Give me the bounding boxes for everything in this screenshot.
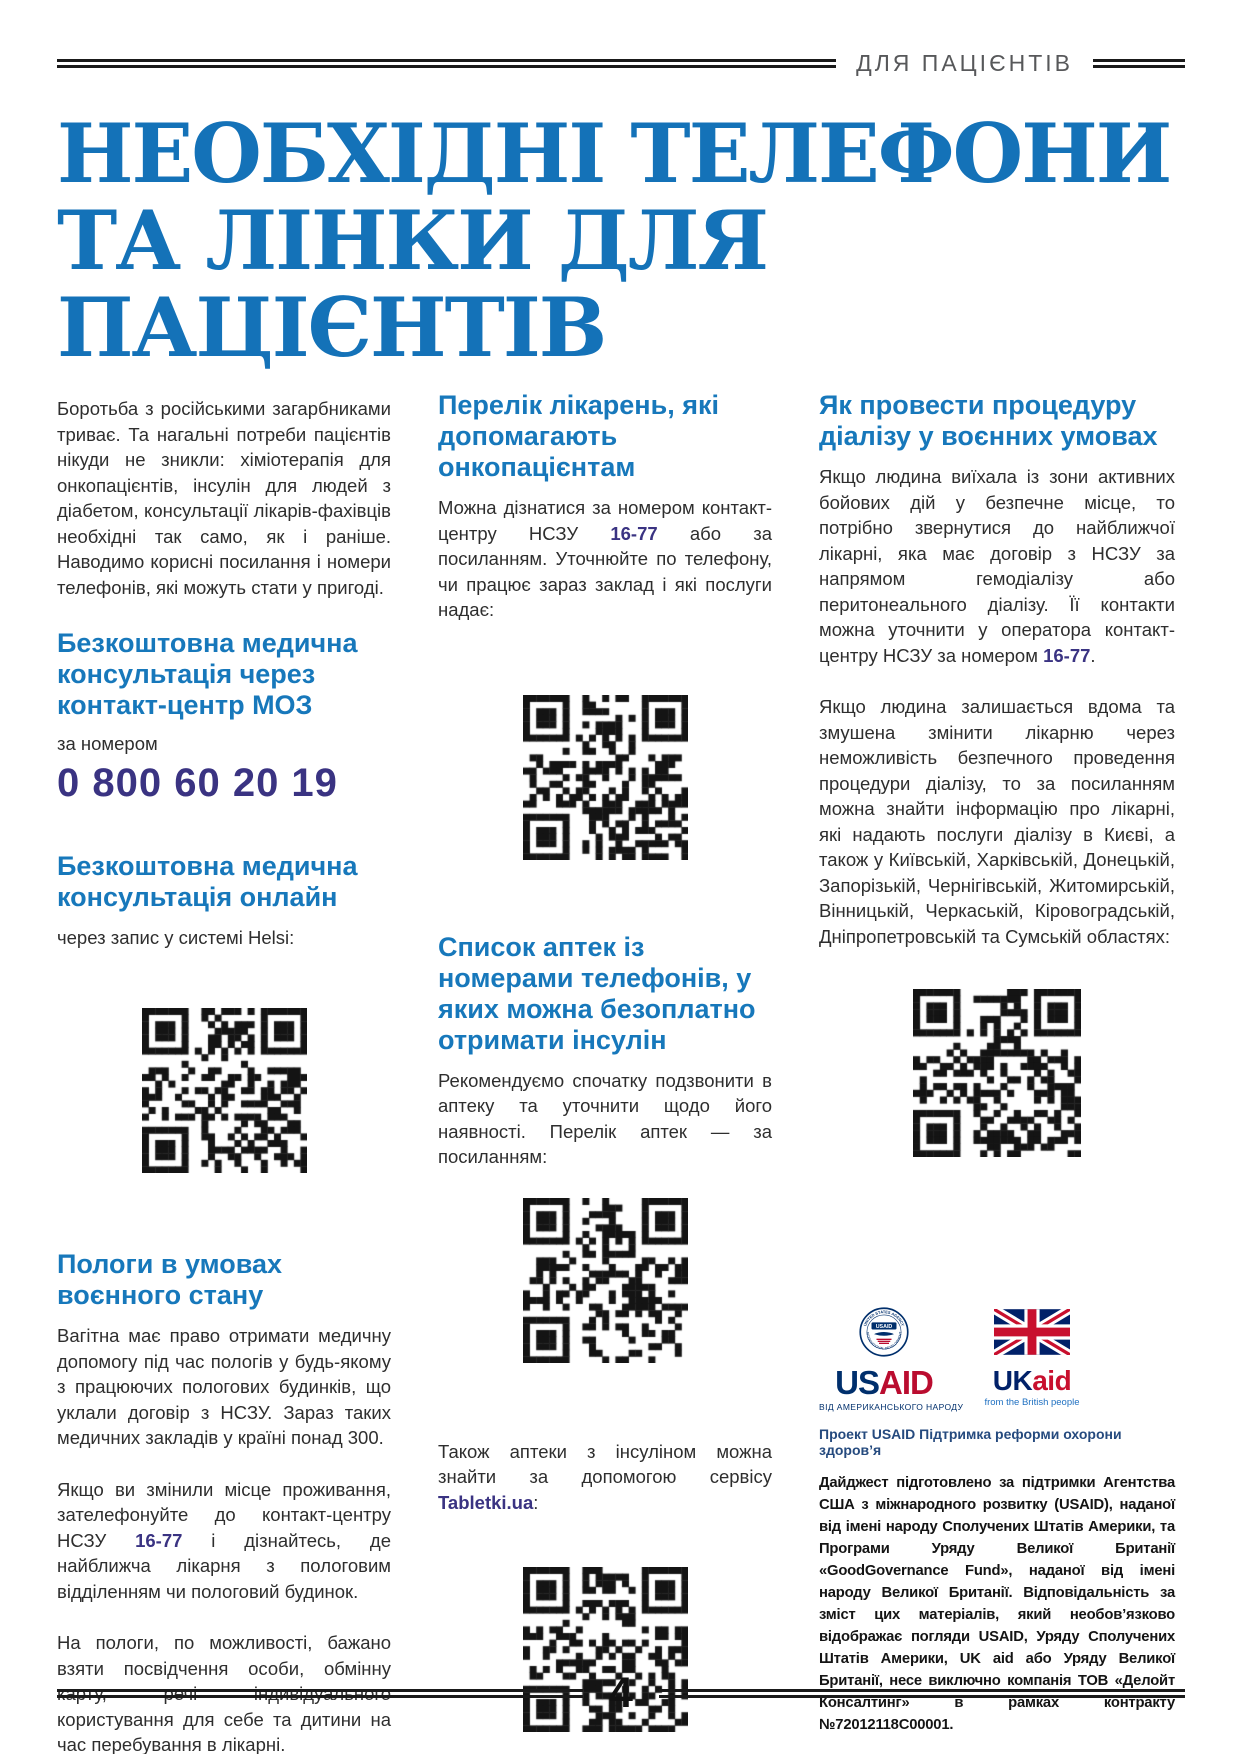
- tabletki-link: Tabletki.ua: [438, 1491, 534, 1513]
- svg-text:UNITED STATES AGENCY: UNITED STATES AGENCY: [863, 1310, 905, 1327]
- heading-free-consultation-online: Безкоштовна медична консультація онлайн: [57, 850, 358, 912]
- phone-1677-middle-1: 16-77: [610, 522, 658, 544]
- paragraph-childbirth-3: На пологи, по можливості, бажано взяти посвідчення особи, обмінну карту, речі індивідуального користування для себе та дитини на час перебування в лікарні.: [57, 1632, 391, 1754]
- content-columns: [57, 390, 1185, 1754]
- ukaid-tagline: from the British people: [984, 1397, 1080, 1408]
- paragraph-childbirth-1: Вагітна має право отримати медичну допомогу під час пологів у будь-якому з працюючих пологових будинків, що уклали договір з НСЗУ. Зараз таких медичних закладів у країні понад 300.: [57, 1325, 391, 1448]
- usaid-wordmark: USAID: [835, 1364, 933, 1401]
- phone-1677-left: 16-77: [135, 1529, 183, 1551]
- page-number: 4: [609, 1669, 633, 1717]
- paragraph-dialysis-2: Якщо людина залишається вдома та змушена змінити лікарню через неможливість безпечного проведення процедури діалізу, то за посиланням можна знайти інформацію про лікарні, які надають послуги діалізу в Києві, а також у Київській, Харківській, Донецькій, Запорізькій, Чернігівській, Житомирській, Вінницькій, Черкаській, Кіровоградській, Дніпропетровській та Сумській областях:: [819, 696, 1175, 947]
- qr-code-hospitals: [523, 695, 688, 860]
- heading-childbirth-wartime: Пологи в умовах воєнного стану: [57, 1249, 283, 1310]
- heading-insulin-pharmacies: Список аптек із номерами телефонів, у яких можна безоплатно отримати інсулін: [438, 931, 756, 1055]
- ukaid-wordmark: UKaid: [992, 1365, 1072, 1396]
- qr-helsi-wrap: [57, 1008, 391, 1173]
- uk-flag-icon: [994, 1309, 1070, 1355]
- column-right: [819, 390, 1175, 1754]
- text-segment: Можна дізнатися за номером контакт-центру НСЗУ: [438, 497, 772, 544]
- heading-oncology-hospitals: Перелік лікарень, які допомагають онкопацієнтам: [438, 390, 719, 482]
- qr-code-helsi: [142, 1008, 307, 1173]
- section-label: ДЛЯ ПАЦІЄНТІВ: [856, 50, 1073, 76]
- hotline-phone-number: 0 800 60 20 19: [57, 760, 338, 805]
- text-segment: Якщо ви змінили місце проживання, зателефонуйте до контакт-центру НСЗУ: [57, 1478, 391, 1551]
- svg-text:USAID: USAID: [875, 1324, 893, 1330]
- title-line-1: НЕОБХІДНІ ТЕЛЕФОНИ: [57, 107, 1171, 202]
- text-segment: .: [1090, 644, 1096, 666]
- paragraph-insulin-1: Рекомендуємо спочатку подзвонити в аптеку та уточнити щодо його наявності. Перелік аптек — за посиланням:: [438, 1069, 772, 1167]
- usaid-logo: [819, 1307, 964, 1412]
- qr-hospitals-wrap: [438, 695, 772, 860]
- intro-paragraph: Боротьба з російськими загарбниками триває. Та нагальні потреби пацієнтів нікуди не зникли: хіміотерапія для онкопацієнтів, інсулін для людей з діабетом, консультації лікарів-фахівців необхідні так само, як і раніше. Наводимо корисні посилання і номери телефонів, які можуть стати у пригоді.: [57, 398, 391, 598]
- paragraph-dialysis-1: [819, 464, 1175, 668]
- usaid-tagline: ВІД АМЕРИКАНСЬКОГО НАРОДУ: [819, 1402, 964, 1412]
- header-rule-right: [1093, 59, 1185, 68]
- helsi-caption: через запис у системі Helsi:: [57, 926, 295, 948]
- paragraph-childbirth-2: [57, 1477, 391, 1605]
- donor-logos: [819, 1307, 1175, 1412]
- column-left: [57, 390, 391, 1754]
- text-segment: Також аптеки з інсуліном можна знайти за допомогою сервісу: [438, 1440, 772, 1487]
- page-header: [57, 50, 1185, 77]
- phone-intro-label: за номером: [57, 733, 158, 754]
- page-title: [57, 107, 1185, 376]
- column-middle: [438, 390, 772, 1754]
- svg-text:INTERNATIONAL DEVELOPMENT: INTERNATIONAL DEVELOPMENT: [865, 1331, 903, 1351]
- heading-free-consultation-moz: Безкоштовна медична консультація через контакт-центр МОЗ: [57, 628, 358, 720]
- text-segment: і дізнайтесь, де найближча лікарня з пологовим відділенням чи пологовий будинок.: [57, 1529, 391, 1602]
- title-line-2: ТА ЛІНКИ ДЛЯ ПАЦІЄНТІВ: [57, 194, 767, 376]
- page-footer: [57, 1669, 1185, 1717]
- text-segment: :: [533, 1491, 539, 1513]
- text-segment: або за посиланням. Уточнюйте по телефону, чи працює зараз заклад і які послуги надає:: [438, 522, 772, 620]
- project-caption: Проект USAID Підтримка реформи охорони здоров’я: [819, 1426, 1122, 1458]
- heading-dialysis: Як провести процедуру діалізу у воєнних умовах: [819, 390, 1158, 451]
- text-segment: Якщо людина виїхала із зони активних бойових дій у безпечне місце, то потрібно звернутися до найближчої лікарні, яка має договір з НСЗУ за напрямом гемодіалізу або перитонеального діалізу. Її контакти можна уточнити у оператора контакт-центру НСЗУ за номером: [819, 466, 1175, 666]
- footer-rule-left: [57, 1689, 583, 1698]
- qr-pharmacies-wrap: [438, 1198, 772, 1363]
- usaid-seal-icon: [859, 1307, 909, 1357]
- qr-code-pharmacies: [523, 1198, 688, 1363]
- paragraph-insulin-2: [438, 1439, 772, 1516]
- paragraph-oncology: [438, 495, 772, 623]
- fineprint-disclaimer: Дайджест підготовлено за підтримки Агентства США з міжнародного розвитку (USAID), наданої від імені народу Сполучених Штатів Америки, та Програми Уряду Великої Британії «GoodGovernance Fund», наданої від імені народу Великої Британії. Відповідальність за зміст цих матеріалів, який необов’язково відображає погляди USAID, Уряду Сполучених Штатів Америки, UK aid або Уряду Великої Британії, несе виключно компанія ТОВ «Делойт Консалтинг» в рамках контракту №72012118C00001.: [819, 1475, 1175, 1733]
- header-rule-left: [57, 59, 836, 68]
- qr-dialysis-wrap: [819, 989, 1175, 1157]
- phone-1677-right: 16-77: [1043, 644, 1091, 666]
- footer-rule-right: [659, 1689, 1185, 1698]
- ukaid-logo: [977, 1307, 1087, 1408]
- qr-code-dialysis: [913, 989, 1081, 1157]
